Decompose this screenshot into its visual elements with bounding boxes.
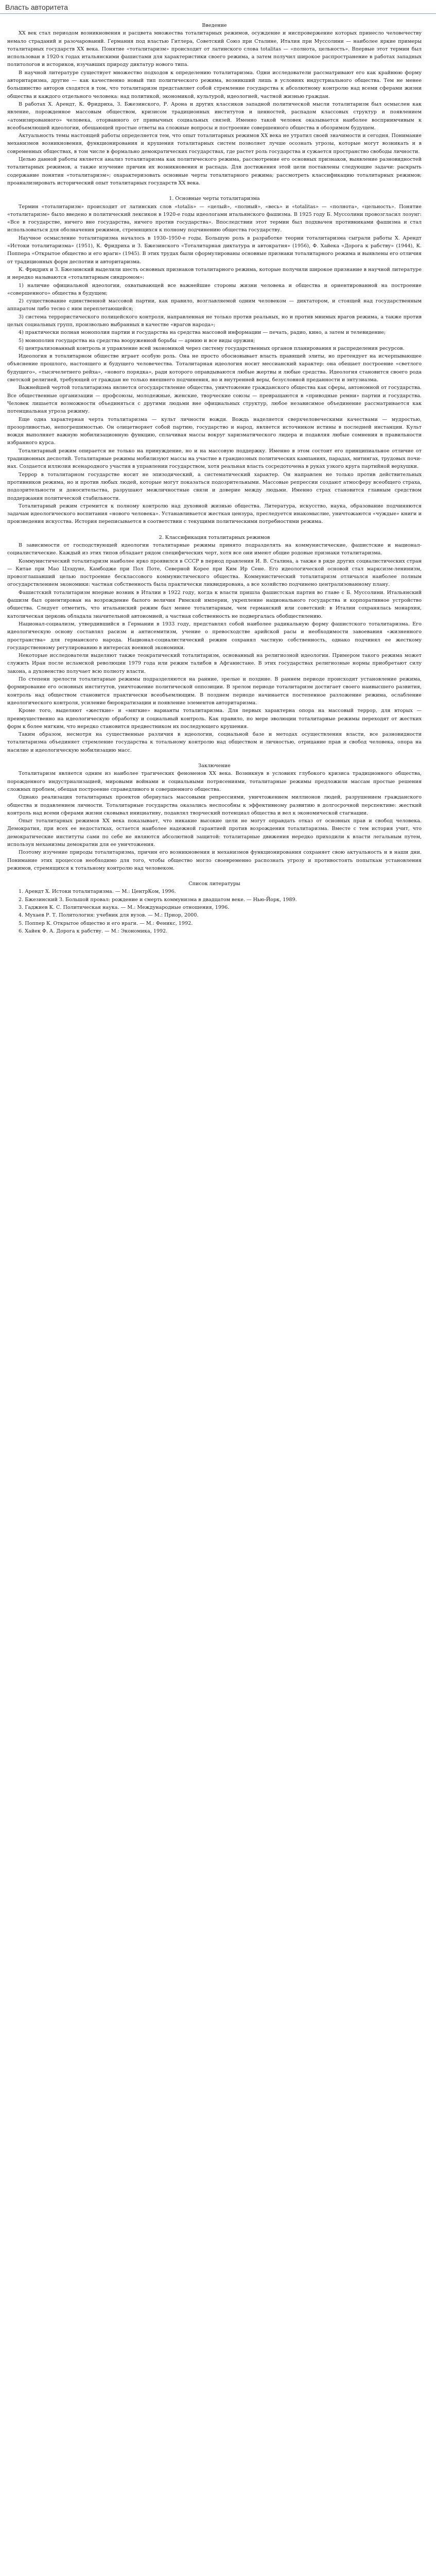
paragraph: Целью данной работы является анализ тоталитаризма как политического режима, рассмотрение его основных признаков, выявление разновидностей тоталитарных режимов, а также изучение причин их возникновения и распада. Для достижения этой цели поставлены следующие задачи: раскрыть содержание понятия «тоталитаризм»; охарактеризовать основные черты тоталитарного режима; рассмотреть классификацию тоталитарных режимов; проанализировать исторический опыт тоталитарных государств XX века. <box>7 157 422 186</box>
paragraph: Опыт тоталитарных режимов XX века показывает, что никакие высокие цели не могут оправдать отказ от основных прав и свобод человека. Демократия, при всех ее недостатках, остается наиболее надежной гарантией против возрождения тоталитаризма. Вместе с тем история учит, что демократические институты сами по себе не являются абсолютной защитой: тоталитарные движения нередко приходили к власти легальным путем, используя механизмы демократии для ее уничтожения. <box>7 818 422 848</box>
paragraph: 3) система террористического полицейского контроля, направленная не только против реальных, но и против мнимых врагов режима, а также против целых социальных групп, произвольно выбранных в качестве «врагов народа»; <box>7 314 422 328</box>
paragraph: 1) наличие официальной идеологии, охватывающей все важнейшие стороны жизни человека и общества и ориентированной на построение «совершенного» общества в будущем; <box>7 282 422 296</box>
paragraph: Коммунистический тоталитаризм наиболее ярко проявился в СССР в период правления И. В. Сталина, а также в ряде других социалистических стран — Китае при Мао Цзэдуне, Камбодже при Пол Поте, Северной Корее при Ким Ир Сене. Его идеологической основой стал марксизм-ленинизм, провозглашавший целью построение бесклассового коммунистического общества. Коммунистический тоталитаризм отличался наиболее полным огосударствлением экономики: частная собственность была практически ликвидирована, а все хозяйство подчинено централизованному плану. <box>7 558 422 588</box>
paragraph: К. Фридрих и З. Бжезинский выделили шесть основных признаков тоталитарного режима, которые получили широкое признание в научной литературе и нередко называются «тоталитарным синдромом»: <box>7 266 422 281</box>
paragraph: 2) существование единственной массовой партии, как правило, возглавляемой одним человеком — диктатором, и стоящей над государственным аппаратом либо тесно с ним переплетающейся; <box>7 298 422 312</box>
paragraph: Террор в тоталитарном государстве носит не эпизодический, а систематический характер. Он направлен не только против действительных противников режима, но и против любых людей, которые могут показаться подозрительными. Массовые репрессии создают атмосферу всеобщего страха, подозрительности и доносительства, разрушают межличностные связи и доверие между людьми. Именно страх становится главным средством поддержания политической стабильности. <box>7 471 422 501</box>
paragraph: Кроме того, выделяют «жесткие» и «мягкие» варианты тоталитаризма. Для первых характерна опора на массовый террор, для вторых — преимущественно на идеологическую обработку и социальный контроль. Как правило, по мере эволюции тоталитарные режимы переходят от жестких форм к более мягким, что нередко становится предвестником их последующего крушения. <box>7 708 422 730</box>
section1 <box>7 203 422 526</box>
reference-item: 1. Арендт Х. Истоки тоталитаризма. — М.: ЦентрКом, 1996. <box>19 889 176 895</box>
section1-heading: 1. Основные черты тоталитаризма <box>169 196 260 202</box>
reference-item: 2. Бжезинский З. Большой провал: рождение и смерть коммунизма в двадцатом веке. — Нью-Йорк, 1989. <box>19 896 297 903</box>
document-title: Власть авторитета <box>0 3 436 14</box>
reference-item: 4. Мухаев Р. Т. Политология: учебник для вузов. — М.: Приор, 2000. <box>19 912 199 919</box>
reference-item: 5. Поппер К. Открытое общество и его враги. — М.: Феникс, 1992. <box>19 920 193 926</box>
paragraph: Национал-социализм, утвердившийся в Германии в 1933 году, представлял собой наиболее радикальную форму фашистского тоталитаризма. Его идеологическую основу составлял расизм и антисемитизм, учение о превосходстве арийской расы и необходимости завоевания «жизненного пространства» для германского народа. Национал-социалистический режим сохранял частную собственность, однако подчинял ее жесткому государственному регулированию в интересах военной экономики. <box>7 621 422 651</box>
paragraph: Важнейшей чертой тоталитаризма является огосударствление общества, уничтожение гражданского общества как сферы, автономной от государства. Все общественные организации — профсоюзы, молодежные, женские, творческие союзы — превращаются в «приводные ремни» партии и государства. Человек лишается возможности объединяться с другими людьми вне официальных структур, любое независимое объединение рассматривается как потенциальная угроза режиму. <box>7 385 422 415</box>
paragraph: Еще одна характерная черта тоталитаризма — культ личности вождя. Вождь наделяется сверхчеловеческими качествами — мудростью, прозорливостью, непогрешимостью. Он олицетворяет собой партию, государство и народ, является источником истины в последней инстанции. Культ вождя выполняет важную мобилизационную функцию, сплачивая массы вокруг харизматического лидера и подавляя любые сомнения в правильности избранного курса. <box>7 416 422 446</box>
document-page <box>0 0 436 935</box>
paragraph: Таким образом, несмотря на существенные различия в идеологии, социальной базе и методах осуществления власти, все разновидности тоталитаризма объединяет стремление государства к тотальному контролю над обществом и личностью, отрицание прав и свобод человека, опора на насилие и идеологическую мобилизацию масс. <box>7 732 422 753</box>
references-list <box>7 888 422 935</box>
references-heading: Список литературы <box>188 881 240 887</box>
reference-item: 3. Гаджиев К. С. Политическая наука. — М.: Международные отношения, 1996. <box>19 905 230 911</box>
paragraph: Тоталитарный режим опирается не только на принуждение, но и на массовую поддержку. Именно в этом состоит его принципиальное отличие от традиционных деспотий. Тоталитарные режимы мобилизуют массы на участие в грандиозных политических кампаниях, парадах, митингах, трудовых починах. Создается иллюзия всенародного участия в управлении государством, хотя реальная власть сосредоточена в руках узкого круга партийной верхушки. <box>7 448 422 470</box>
paragraph: 4) практически полная монополия партии и государства на средства массовой информации — печать, радио, кино, а затем и телевидение; <box>19 330 386 336</box>
paragraph: Тоталитарный режим стремится к полному контролю над духовной жизнью общества. Литература, искусство, наука, образование подчиняются задачам идеологического воспитания «нового человека». Устанавливается жесткая цензура, преследуется инакомыслие, уничтожаются «чуждые» книги и произведения искусства. История переписывается в соответствии с текущими политическими потребностями режима. <box>7 503 422 525</box>
section2 <box>7 541 422 754</box>
paragraph: Фашистский тоталитаризм впервые возник в Италии в 1922 году, когда к власти пришла фашистская партия во главе с Б. Муссолини. Итальянский фашизм был ориентирован на возрождение былого величия Римской империи, укрепление национального государства и корпоративное устройство общества. Следует отметить, что итальянский режим был менее тоталитарным, чем германский или советский: в Италии сохранялась монархия, католическая церковь обладала значительной автономией, а частная собственность не подвергалась обобществлению. <box>7 589 422 619</box>
paragraph: Научное осмысление тоталитаризма началось в 1930–1950-е годы. Большую роль в разработке теории тоталитаризма сыграли работы Х. Арендт «Истоки тоталитаризма» (1951), К. Фридриха и З. Бжезинского «Тоталитарная диктатура и автократия» (1956), Ф. Хайека «Дорога к рабству» (1944), К. Поппера «Открытое общество и его враги» (1945). В этих трудах были сформулированы основные признаки тоталитарного режима и выявлены его отличия от традиционных форм деспотии и авторитаризма. <box>7 235 422 265</box>
paragraph: Идеология в тоталитарном обществе играет особую роль. Она не просто обосновывает власть правящей элиты, но претендует на исчерпывающее объяснение прошлого, настоящего и будущего человечества. Тоталитарная идеология носит мессианский характер: она обещает построение «светлого будущего», «тысячелетнего рейха», «нового порядка», ради которого оправдываются любые жертвы и любые средства. Идеология становится своего рода светской религией, требующей от граждан не только внешнего подчинения, но и внутренней веры, безусловной преданности и энтузиазма. <box>7 353 422 383</box>
paragraph: По степени зрелости тоталитарные режимы подразделяются на ранние, зрелые и поздние. В раннем периоде происходит установление режима, формирование его основных институтов, уничтожение политической оппозиции. В зрелом периоде тоталитаризм достигает своего наивысшего развития, контроль над обществом становится практически всеобъемлющим. В позднем периоде начинается постепенное разложение режима, ослабление идеологического контроля, усиление бюрократизации и появление элементов авторитаризма. <box>7 676 422 706</box>
paragraph: В работах Х. Арендт, К. Фридриха, З. Бжезинского, Р. Арона и других классиков западной политической мысли тоталитаризм был осмыслен как явление, порожденное массовым обществом, кризисом традиционных институтов и ценностей, распадом классовых структур и появлением «атомизированного» человека, оторванного от привычных социальных связей. Именно такой человек оказывается наиболее восприимчивым к всеобъемлющей идеологии, обещающей простые ответы на сложные вопросы и построение совершенного общества в обозримом будущем. <box>7 101 422 131</box>
paragraph: 5) монополия государства на средства вооруженной борьбы — армию и все виды оружия; <box>19 337 255 344</box>
paragraph: Актуальность темы настоящей работы определяется тем, что опыт тоталитарных режимов XX века не утратил своей значимости и сегодня. Понимание механизмов возникновения, функционирования и крушения тоталитарных систем позволяет лучше осознать угрозы, которые могут возникать и в современных обществах, в том числе в формально демократических государствах, где растет роль государства и сужается пространство свободы личности. <box>7 133 422 155</box>
paragraph: Поэтому изучение природы тоталитаризма, причин его возникновения и механизмов функционирования сохраняет свою актуальность и в наши дни. Понимание этих процессов необходимо для того, чтобы общество могло своевременно распознать угрозу и противостоять попыткам установления режимов, стремящихся к тотальному контролю над человеком. <box>7 850 422 871</box>
conclusion-heading: Заключение <box>198 763 231 769</box>
conclusion-section <box>7 770 422 872</box>
intro-heading: Введение <box>202 23 227 28</box>
paragraph: Однако реализация тоталитарных проектов обернулась массовыми репрессиями, уничтожением миллионов людей, разрушением гражданского общества и подавлением личности. Тоталитарные государства оказались неспособны к эффективному развитию в долгосрочной перспективе: жесткий контроль над всеми сферами жизни сковывал инициативу, подавлял творческий потенциал общества и вел к экономической стагнации. <box>7 794 422 816</box>
paragraph: 6) централизованный контроль и управление всей экономикой через систему государственных органов планирования и распределения ресурсов. <box>19 345 405 351</box>
paragraph: Тоталитаризм является одним из наиболее трагических феноменов XX века. Возникнув в условиях глубокого кризиса традиционного общества, порожденного индустриализацией, мировыми войнами и социальными потрясениями, тоталитарные режимы предложили массам простые решения сложных проблем, обещая построение справедливого и совершенного общества. <box>7 771 422 792</box>
reference-item: 6. Хайек Ф. А. Дорога к рабству. — М.: Экономика, 1992. <box>19 928 168 934</box>
document-body <box>0 22 436 935</box>
intro-section <box>7 29 422 187</box>
paragraph: В зависимости от господствующей идеологии тоталитарные режимы принято подразделять на коммунистические, фашистские и национал-социалистические. Каждый из этих типов обладает рядом специфических черт, хотя все они имеют общие родовые признаки тоталитаризма. <box>7 543 422 556</box>
paragraph: XX век стал периодом возникновения и расцвета множества тоталитарных режимов, осуждение и ниспровержение которых принесло человечеству немало страданий и разочарований. Германия под властью Гитлера, Советский Союз при Сталине, Италия при Муссолини — наиболее яркие примеры тоталитарных государств XX века. Понятие «тоталитаризм» происходит от латинского слова totalitas — «полнота, цельность». Впервые этот термин был использован в 1920-х годах итальянскими фашистами для характеристики своего режима, а затем получил широкое распространение в работах западных политологов и историков, изучавших природу диктатур нового типа. <box>7 30 422 68</box>
paragraph: Термин «тоталитаризм» происходит от латинских слов «totalis» — «целый», «полный», «весь» и «totalitas» — «полнота», «цельность». Понятие «тоталитаризм» было введено в политический лексикон в 1920-е годы идеологами итальянского фашизма. В 1925 году Б. Муссолини провозгласил лозунг: «Все в государстве, ничего вне государства, ничего против государства». Впоследствии этот термин был подхвачен противниками фашизма и стал использоваться для обозначения режимов, стремящихся к полному подчинению общества государству. <box>7 204 422 233</box>
paragraph: Некоторые исследователи выделяют также теократический тоталитаризм, основанный на религиозной идеологии. Примером такого режима может служить Иран после исламской революции 1979 года или режим талибов в Афганистане. В этих государствах религиозные нормы приобретают силу закона, а духовенство получает всю полноту власти. <box>7 653 422 674</box>
paragraph: В научной литературе существует множество подходов к определению тоталитаризма. Одни исследователи рассматривают его как крайнюю форму авторитаризма, другие — как качественно новый тип политического режима, возникший лишь в условиях индустриального общества. Тем не менее большинство авторов сходятся в том, что тоталитаризм представляет собой стремление государства к абсолютному контролю над всеми сферами жизни общества и каждого отдельного человека: над политикой, экономикой, культурой, идеологией, частной жизнью граждан. <box>7 70 422 99</box>
section2-heading: 2. Классификация тоталитарных режимов <box>159 534 270 540</box>
